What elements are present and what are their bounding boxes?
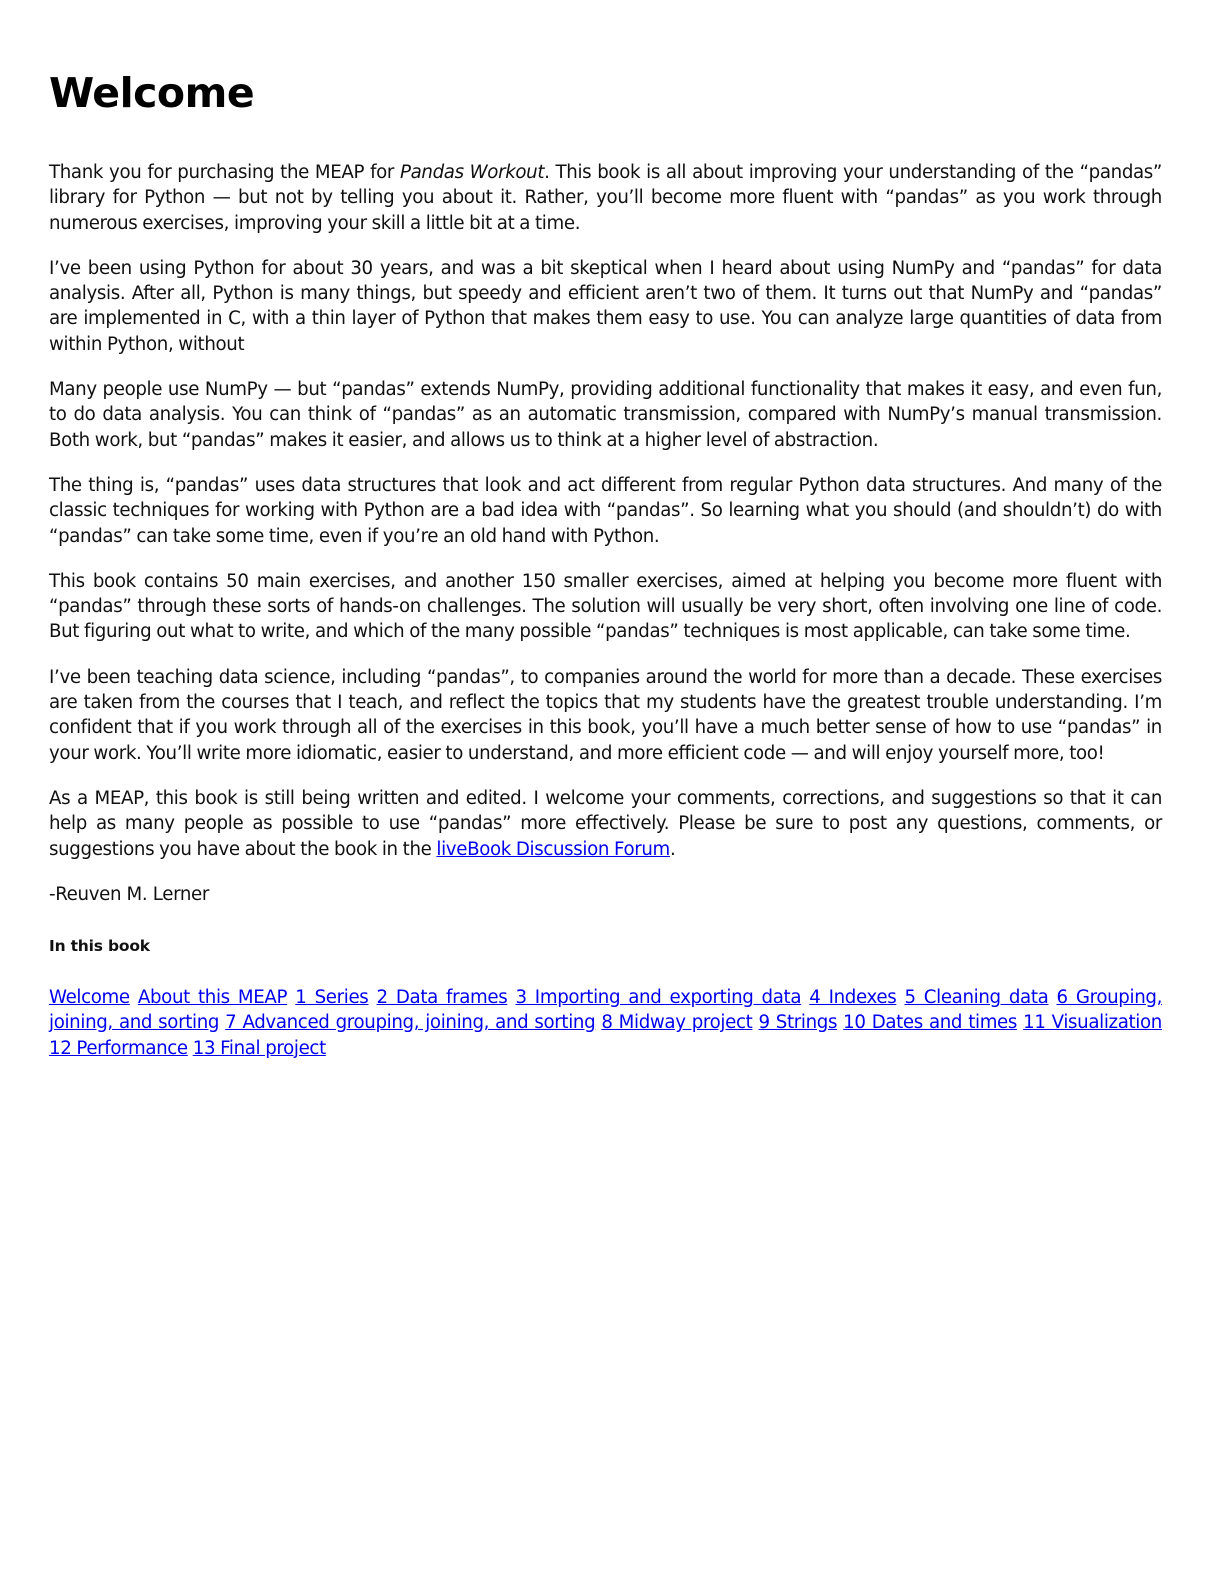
toc-link-data-frames[interactable]: 2 Data frames: [376, 987, 508, 1009]
toc-link-cleaning-data[interactable]: 5 Cleaning data: [904, 987, 1049, 1009]
toc-link-final-project[interactable]: 13 Final project: [192, 1037, 326, 1059]
document-page: [49, 62, 1162, 1061]
toc-link-series[interactable]: 1 Series: [295, 987, 369, 1009]
toc-heading: In this book: [49, 937, 150, 956]
toc-link-visualization[interactable]: 11 Visualization: [1023, 1012, 1162, 1034]
author-signature: -Reuven M. Lerner: [49, 883, 210, 905]
paragraph-numpy: Many people use NumPy — but “pandas” extends NumPy, providing additional functionality that makes it easy, and even fun, to do data analysis. You can think of “pandas” as an automatic transmission, compared with NumPy’s manual transmission. Both work, but “pandas” makes it easier, and allows us to think at a higher level of abstraction.: [49, 379, 1162, 451]
table-of-contents: [49, 985, 1162, 1061]
toc-link-performance[interactable]: 12 Performance: [49, 1037, 188, 1059]
paragraph-exercises: This book contains 50 main exercises, and another 150 smaller exercises, aimed at helping you become more fluent with “pandas” through these sorts of hands-on challenges. The solution will usually be very short, often involving one line of code. But figuring out what to write, and which of the many possible “pandas” techniques is most applicable, can take some time.: [49, 570, 1162, 643]
toc-link-advanced-grouping[interactable]: 7 Advanced grouping, joining, and sorting: [225, 1012, 596, 1034]
toc-link-midway-project[interactable]: 8 Midway project: [601, 1012, 753, 1034]
toc-link-about-meap[interactable]: About this MEAP: [137, 987, 288, 1009]
toc-link-dates-times[interactable]: 10 Dates and times: [843, 1012, 1018, 1034]
toc-link-grouping-joining-sorting[interactable]: 6 Grouping, joining, and sorting: [49, 987, 1163, 1034]
toc-link-indexes[interactable]: 4 Indexes: [809, 987, 897, 1009]
book-title-italic: Pandas Workout: [400, 162, 545, 183]
paragraph-intro: [49, 160, 1162, 236]
paragraph-meap: [49, 786, 1162, 862]
paragraph-meap-text: As a MEAP, this book is still being written and edited. I welcome your comments, corrections, and suggestions so that it can help as many people as possible to use “pandas” more effectively. Please be sure to post any questions, comments, or suggestions you have about the book in the: [49, 787, 1162, 860]
paragraph-data-structures: The thing is, “pandas” uses data structures that look and act different from regular Python data structures. And many of the classic techniques for working with Python are a bad idea with “pandas”. So learning what you should (and shouldn’t) do with “pandas” can take some time, even if you’re an old hand with Python.: [49, 474, 1162, 547]
paragraph-experience: I’ve been using Python for about 30 years, and was a bit skeptical when I heard about using NumPy and “pandas” for data analysis. After all, Python is many things, but speedy and efficient aren’t two of them. It turns out that NumPy and “pandas” are implemented in C, with a thin layer of Python that makes them easy to use. You can analyze large quantities of data from within Python, without: [49, 257, 1162, 355]
toc-link-welcome[interactable]: Welcome: [49, 987, 130, 1009]
livebook-forum-link[interactable]: liveBook Discussion Forum: [436, 838, 670, 860]
toc-link-strings[interactable]: 9 Strings: [758, 1012, 838, 1034]
paragraph-teaching: I’ve been teaching data science, including “pandas”, to companies around the world for more than a decade. These exercises are taken from the courses that I teach, and reflect the topics that my students have the greatest trouble understanding. I’m confident that if you work through all of the exercises in this book, you’ll have a much better sense of how to use “pandas” in your work. You’ll write more idiomatic, easier to understand, and more efficient code — and will enjoy yourself more, too!: [49, 666, 1162, 764]
toc-link-importing-exporting[interactable]: 3 Importing and exporting data: [515, 987, 802, 1009]
page-title: Welcome: [49, 69, 255, 117]
paragraph-intro-text-start: Thank you for purchasing the MEAP for: [49, 162, 400, 183]
paragraph-intro-text-end: . This book is all about improving your understanding of the “pandas” library for Python — but not by telling you about it. Rather, you’ll become more fluent with “pandas” as you work through numerous exercises, improving your skill a little bit at a time.: [49, 162, 1163, 234]
paragraph-meap-period: .: [669, 838, 676, 860]
